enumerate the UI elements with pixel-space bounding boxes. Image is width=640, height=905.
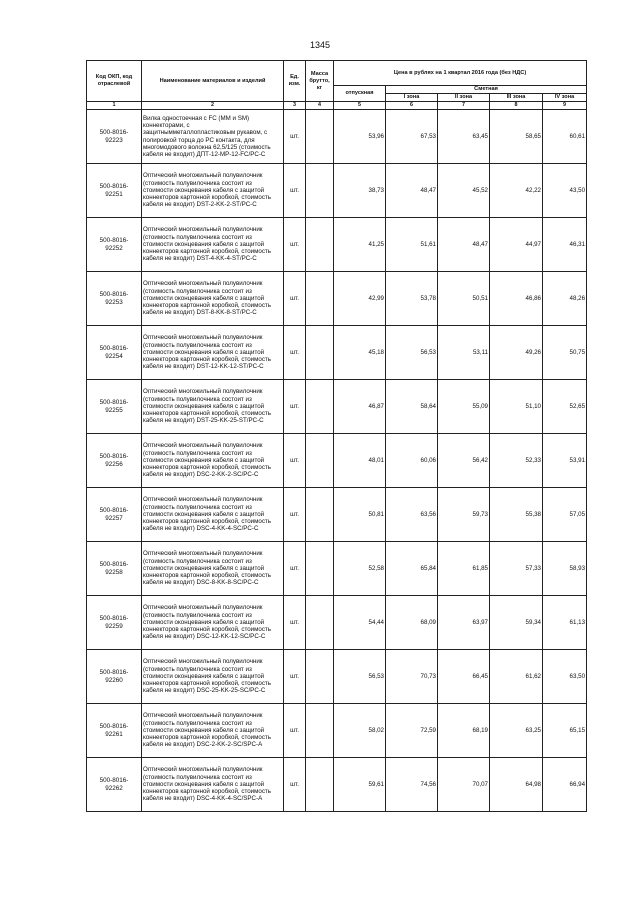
item-name: Вилка одностоечная с FC (MM и SM) коннекторами, с защитнымметаллопластиковым рукавом, с полировкой торца до PC контакта, для многомодового волокна 62,5/125 (стоимость кабеля не входит) ДПТ-12-MP-12-FC/PC-C	[142, 110, 284, 164]
zone-1-price-cell: 72,59	[386, 704, 438, 758]
table-row	[87, 650, 587, 704]
item-code	[87, 110, 142, 164]
item-code-part: 500-8016-	[99, 182, 129, 190]
header-zone-4: IV зона	[543, 94, 587, 102]
unit-cell: шт.	[284, 380, 306, 434]
zone-1-price-cell: 68,09	[386, 596, 438, 650]
item-code-part: 500-8016-	[99, 236, 129, 244]
item-code-part: 500-8016-	[99, 776, 129, 784]
table-row	[87, 164, 587, 218]
release-price-cell: 54,44	[334, 596, 386, 650]
mass-cell	[306, 596, 334, 650]
zone-1-price-cell: 56,53	[386, 326, 438, 380]
table-row	[87, 758, 587, 812]
page-number: 1345	[309, 40, 331, 50]
zone-4-price-cell: 46,31	[543, 218, 587, 272]
column-number: 2	[142, 102, 284, 110]
zone-1-price-cell: 51,61	[386, 218, 438, 272]
release-price-cell: 42,99	[334, 272, 386, 326]
unit-cell: шт.	[284, 164, 306, 218]
release-price-cell: 45,18	[334, 326, 386, 380]
item-code-part: 92259	[105, 622, 123, 630]
mass-cell	[306, 164, 334, 218]
item-code	[87, 650, 142, 704]
zone-2-price-cell: 59,73	[438, 488, 490, 542]
release-price-cell: 46,87	[334, 380, 386, 434]
item-code-part: 92253	[105, 298, 123, 306]
table-row	[87, 272, 587, 326]
item-code-part: 92260	[105, 676, 123, 684]
release-price-cell: 38,73	[334, 164, 386, 218]
unit-cell: шт.	[284, 434, 306, 488]
zone-3-price-cell: 46,86	[490, 272, 543, 326]
release-price-cell: 52,58	[334, 542, 386, 596]
zone-2-price-cell: 53,11	[438, 326, 490, 380]
item-code-part: 92258	[105, 568, 123, 576]
item-code	[87, 596, 142, 650]
release-price-cell: 58,02	[334, 704, 386, 758]
zone-1-price-cell: 67,53	[386, 110, 438, 164]
zone-1-price-cell: 70,73	[386, 650, 438, 704]
unit-cell: шт.	[284, 650, 306, 704]
zone-2-price-cell: 70,07	[438, 758, 490, 812]
header-mass: Масса брутто, кг	[306, 61, 334, 102]
release-price-cell: 53,96	[334, 110, 386, 164]
column-number: 6	[386, 102, 438, 110]
item-code-part: 500-8016-	[99, 560, 129, 568]
zone-2-price-cell: 55,09	[438, 380, 490, 434]
item-code-part: 92261	[105, 730, 123, 738]
zone-4-price-cell: 52,65	[543, 380, 587, 434]
item-name: Оптический многожильный полувилочник (стоимость полувилочника состоит из стоимости оконцевания кабеля с защитой коннекторов картонной коробкой, стоимость кабеля не входит) DSC-25-KK-25-SC/PC-C	[142, 650, 284, 704]
zone-4-price-cell: 50,75	[543, 326, 587, 380]
mass-cell	[306, 542, 334, 596]
mass-cell	[306, 272, 334, 326]
item-code-part: 92223	[105, 136, 123, 144]
table-row	[87, 542, 587, 596]
item-code-part: 92254	[105, 352, 123, 360]
item-code	[87, 380, 142, 434]
table-row	[87, 704, 587, 758]
unit-cell: шт.	[284, 272, 306, 326]
item-name: Оптический многожильный полувилочник (стоимость полувилочника состоит из стоимости оконцевания кабеля с защитой коннекторов картонной коробкой, стоимость кабеля не входит) DST-25-KK-25-ST/PC-C	[142, 380, 284, 434]
item-code	[87, 434, 142, 488]
item-code-part: 500-8016-	[99, 668, 129, 676]
zone-4-price-cell: 58,93	[543, 542, 587, 596]
item-code	[87, 542, 142, 596]
zone-4-price-cell: 65,15	[543, 704, 587, 758]
zone-1-price-cell: 74,56	[386, 758, 438, 812]
column-number: 4	[306, 102, 334, 110]
header-release: отпускная	[334, 86, 386, 102]
zone-3-price-cell: 63,25	[490, 704, 543, 758]
item-code-part: 500-8016-	[99, 344, 129, 352]
zone-2-price-cell: 45,52	[438, 164, 490, 218]
item-code	[87, 326, 142, 380]
item-name: Оптический многожильный полувилочник (стоимость полувилочника состоит из стоимости оконцевания кабеля с защитой коннекторов картонной коробкой, стоимость кабеля не входит) DST-4-KK-4-ST/PC-C	[142, 218, 284, 272]
header-zone-3: III зона	[490, 94, 543, 102]
table-row	[87, 218, 587, 272]
item-code	[87, 272, 142, 326]
zone-3-price-cell: 49,26	[490, 326, 543, 380]
unit-cell: шт.	[284, 110, 306, 164]
zone-2-price-cell: 61,85	[438, 542, 490, 596]
mass-cell	[306, 326, 334, 380]
table-body	[87, 110, 587, 812]
item-code-part: 92252	[105, 244, 123, 252]
zone-3-price-cell: 52,33	[490, 434, 543, 488]
zone-3-price-cell: 58,65	[490, 110, 543, 164]
zone-3-price-cell: 44,97	[490, 218, 543, 272]
header-estimate: Сметная	[386, 86, 587, 94]
zone-2-price-cell: 48,47	[438, 218, 490, 272]
zone-4-price-cell: 43,50	[543, 164, 587, 218]
item-code-part: 500-8016-	[99, 722, 129, 730]
table-row	[87, 596, 587, 650]
zone-1-price-cell: 63,56	[386, 488, 438, 542]
zone-1-price-cell: 65,84	[386, 542, 438, 596]
zone-3-price-cell: 55,38	[490, 488, 543, 542]
mass-cell	[306, 218, 334, 272]
header-zone-1: I зона	[386, 94, 438, 102]
zone-4-price-cell: 57,05	[543, 488, 587, 542]
table-row	[87, 326, 587, 380]
column-number: 7	[438, 102, 490, 110]
item-code	[87, 704, 142, 758]
item-name: Оптический многожильный полувилочник (стоимость полувилочника состоит из стоимости оконцевания кабеля с защитой коннекторов картонной коробкой, стоимость кабеля не входит) DSC-4-KK-4-SC/SPC-A	[142, 758, 284, 812]
zone-1-price-cell: 58,64	[386, 380, 438, 434]
mass-cell	[306, 704, 334, 758]
release-price-cell: 56,53	[334, 650, 386, 704]
column-numbers-row	[87, 102, 587, 110]
release-price-cell: 48,01	[334, 434, 386, 488]
item-code	[87, 164, 142, 218]
item-name: Оптический многожильный полувилочник (стоимость полувилочника состоит из стоимости оконцевания кабеля с защитой коннекторов картонной коробкой, стоимость кабеля не входит) DST-8-KK-8-ST/PC-C	[142, 272, 284, 326]
item-code-part: 500-8016-	[99, 452, 129, 460]
item-code	[87, 218, 142, 272]
item-name: Оптический многожильный полувилочник (стоимость полувилочника состоит из стоимости оконцевания кабеля с защитой коннекторов картонной коробкой, стоимость кабеля не входит) DST-2-KK-2-ST/PC-C	[142, 164, 284, 218]
column-number: 1	[87, 102, 142, 110]
zone-1-price-cell: 53,78	[386, 272, 438, 326]
unit-cell: шт.	[284, 758, 306, 812]
item-code-part: 92256	[105, 460, 123, 468]
item-code	[87, 488, 142, 542]
zone-3-price-cell: 64,98	[490, 758, 543, 812]
item-name: Оптический многожильный полувилочник (стоимость полувилочника состоит из стоимости оконцевания кабеля с защитой коннекторов картонной коробкой, стоимость кабеля не входит) DSC-2-KK-2-SC/PC-C	[142, 434, 284, 488]
mass-cell	[306, 434, 334, 488]
item-code-part: 92255	[105, 406, 123, 414]
unit-cell: шт.	[284, 596, 306, 650]
column-number: 9	[543, 102, 587, 110]
mass-cell	[306, 488, 334, 542]
item-name: Оптический многожильный полувилочник (стоимость полувилочника состоит из стоимости оконцевания кабеля с защитой коннекторов картонной коробкой, стоимость кабеля не входит) DSC-2-KK-2-SC/SPC-A	[142, 704, 284, 758]
table-row	[87, 380, 587, 434]
zone-2-price-cell: 68,19	[438, 704, 490, 758]
table-row	[87, 488, 587, 542]
table-row	[87, 434, 587, 488]
column-number: 8	[490, 102, 543, 110]
release-price-cell: 59,61	[334, 758, 386, 812]
mass-cell	[306, 110, 334, 164]
column-number: 3	[284, 102, 306, 110]
zone-3-price-cell: 59,34	[490, 596, 543, 650]
zone-2-price-cell: 66,45	[438, 650, 490, 704]
unit-cell: шт.	[284, 542, 306, 596]
header-code: Код ОКП, код отраслевой	[87, 61, 142, 102]
zone-1-price-cell: 60,06	[386, 434, 438, 488]
zone-4-price-cell: 61,13	[543, 596, 587, 650]
item-code-part: 500-8016-	[99, 290, 129, 298]
zone-2-price-cell: 56,42	[438, 434, 490, 488]
header-zone-2: II зона	[438, 94, 490, 102]
header-name: Наименование материалов и изделий	[142, 61, 284, 102]
header-unit: Ед. изм.	[284, 61, 306, 102]
zone-3-price-cell: 57,33	[490, 542, 543, 596]
item-name: Оптический многожильный полувилочник (стоимость полувилочника состоит из стоимости оконцевания кабеля с защитой коннекторов картонной коробкой, стоимость кабеля не входит) DSC-12-KK-12-SC/PC-C	[142, 596, 284, 650]
header-price-group: Цена в рублях на 1 квартал 2016 года (без НДС)	[334, 61, 587, 86]
item-code-part: 500-8016-	[99, 398, 129, 406]
item-code-part: 500-8016-	[99, 614, 129, 622]
mass-cell	[306, 650, 334, 704]
release-price-cell: 50,81	[334, 488, 386, 542]
unit-cell: шт.	[284, 218, 306, 272]
zone-3-price-cell: 61,62	[490, 650, 543, 704]
zone-1-price-cell: 48,47	[386, 164, 438, 218]
column-number: 5	[334, 102, 386, 110]
item-code-part: 92251	[105, 190, 123, 198]
item-code-part: 500-8016-	[99, 128, 129, 136]
item-name: Оптический многожильный полувилочник (стоимость полувилочника состоит из стоимости оконцевания кабеля с защитой коннекторов картонной коробкой, стоимость кабеля не входит) DST-12-KK-12-ST/PC-C	[142, 326, 284, 380]
item-code-part: 92257	[105, 514, 123, 522]
unit-cell: шт.	[284, 704, 306, 758]
zone-2-price-cell: 63,45	[438, 110, 490, 164]
zone-4-price-cell: 66,94	[543, 758, 587, 812]
zone-4-price-cell: 63,50	[543, 650, 587, 704]
unit-cell: шт.	[284, 488, 306, 542]
release-price-cell: 41,25	[334, 218, 386, 272]
item-code-part: 500-8016-	[99, 506, 129, 514]
item-name: Оптический многожильный полувилочник (стоимость полувилочника состоит из стоимости оконцевания кабеля с защитой коннекторов картонной коробкой, стоимость кабеля не входит) DSC-4-KK-4-SC/PC-C	[142, 488, 284, 542]
item-code-part: 92262	[105, 784, 123, 792]
zone-2-price-cell: 50,51	[438, 272, 490, 326]
table-row	[87, 110, 587, 164]
zone-3-price-cell: 42,22	[490, 164, 543, 218]
zone-2-price-cell: 63,97	[438, 596, 490, 650]
item-code	[87, 758, 142, 812]
mass-cell	[306, 758, 334, 812]
zone-4-price-cell: 48,26	[543, 272, 587, 326]
zone-3-price-cell: 51,10	[490, 380, 543, 434]
price-table	[86, 60, 587, 812]
unit-cell: шт.	[284, 326, 306, 380]
item-name: Оптический многожильный полувилочник (стоимость полувилочника состоит из стоимости оконцевания кабеля с защитой коннекторов картонной коробкой, стоимость кабеля не входит) DSC-8-KK-8-SC/PC-C	[142, 542, 284, 596]
mass-cell	[306, 380, 334, 434]
zone-4-price-cell: 60,61	[543, 110, 587, 164]
zone-4-price-cell: 53,91	[543, 434, 587, 488]
